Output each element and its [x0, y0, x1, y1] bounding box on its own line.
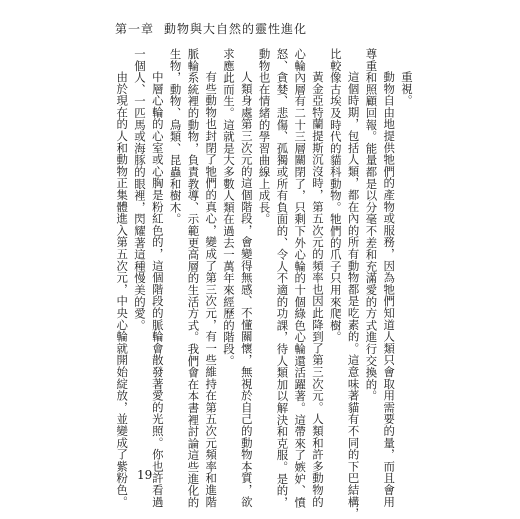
text-column: 比較像古埃及時代的貓科動物。牠們的爪子只用來爬樹。: [328, 48, 343, 343]
text-column: 有些動物也封閉了牠們的真心，變成了第三次元，有一些維持在第五次元頻率和進階: [204, 71, 219, 508]
page-number: 19: [137, 468, 153, 482]
text-column: 由於現在的人和動物正集體進入第五次元，中央心輪就開始綻放，並變成了紫粉色。: [115, 71, 130, 508]
text-column: 心輪內層有二十三層關閉了，只剩下外心輪的十個綠色心輪還活躍著。這帶來了嫉妒、憤: [293, 48, 308, 509]
text-column: 中層心輪的心室或心胸是粉紅色的，這個階段的脈輪會散發著愛的光照。你也許看過: [150, 71, 165, 508]
text-column: 脈輪系統裡的動物，負責教導、示範更高層的生活方式。我們會在本書裡討論這些進化的: [186, 48, 201, 509]
text-column: 尊重和照顧回報。能量都是以分毫不差和充滿愛的方式進行交換的。: [364, 48, 379, 402]
text-column: 動物也在情緒的學習曲線上成長。: [257, 48, 272, 225]
chapter-title: 動物與大自然的靈性進化: [164, 22, 308, 36]
text-column: 一個人、一匹馬或海豚的眼裡，閃耀著這種慢美的愛。: [133, 48, 147, 332]
text-column: 重視。: [400, 71, 414, 107]
text-column: 這個時期，包括人類，都在內的所有動物都是吃素的。這意味著貓有不同的下巴結構，: [346, 71, 361, 519]
text-column: 怒、貪婪、悲傷、孤獨或所有負面的、令人不適的功課，待人類加以解決和克服。是的，: [275, 48, 290, 509]
chapter-label: 第一章: [115, 22, 155, 36]
text-column: 求應此而生。這就是大多數人類在過去一萬年來經歷的階段。: [222, 48, 236, 367]
text-column: 黃金亞特蘭提斯沉沒時，第五次元的頻率也因此降到了第三次元。人類和許多動物的: [311, 71, 325, 508]
text-column: 人類身處第三次元的這個階段，會變得無感、不懂關懷，無視於自己的動物本質，欲: [239, 71, 254, 508]
running-header: [115, 20, 307, 37]
text-column: 動物自由地提供牠們的產物或服務，因為牠們知道人類只會取用需要的量，而且會用: [382, 71, 397, 508]
text-column: 生物，動物、鳥類、昆蟲和樹木。: [168, 48, 183, 225]
